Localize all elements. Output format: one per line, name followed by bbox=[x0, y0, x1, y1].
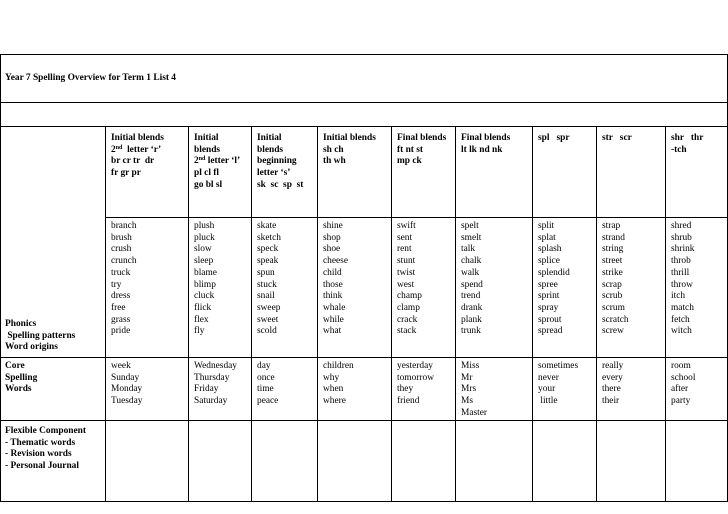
word-item: strap bbox=[602, 221, 621, 231]
word-item: grass bbox=[111, 314, 131, 325]
word-item: pride bbox=[111, 326, 131, 337]
word-item: strand bbox=[602, 232, 625, 243]
word-item: sprout bbox=[538, 314, 562, 325]
word-item: while bbox=[323, 314, 344, 325]
phonics-word-list bbox=[456, 218, 533, 358]
word-item: where bbox=[323, 396, 346, 407]
word-item: sprint bbox=[538, 291, 560, 302]
header-line bbox=[111, 145, 185, 157]
phonics-word-list bbox=[666, 218, 728, 358]
document-title: Year 7 Spelling Overview for Term 1 List 4 bbox=[1, 55, 728, 103]
header-line: Final blends bbox=[397, 133, 447, 143]
phonics-words-row bbox=[1, 218, 728, 358]
word-item: clamp bbox=[397, 302, 420, 313]
word-item: shop bbox=[323, 232, 341, 243]
word-item: throb bbox=[671, 256, 691, 267]
header-line: blends bbox=[257, 144, 284, 155]
blank-row bbox=[1, 103, 728, 127]
word-item: shrub bbox=[671, 232, 692, 243]
header-line: shr thr bbox=[671, 133, 704, 143]
header-line: mp ck bbox=[397, 156, 422, 167]
flexible-empty-cell bbox=[189, 421, 252, 502]
word-item: spread bbox=[538, 326, 563, 337]
word-item: west bbox=[397, 279, 415, 290]
word-item: Friday bbox=[194, 384, 219, 395]
phonics-word-list bbox=[252, 218, 318, 358]
word-item: match bbox=[671, 302, 694, 313]
header-line: str scr bbox=[602, 133, 632, 143]
core-row-label bbox=[1, 358, 106, 421]
word-item: throw bbox=[671, 279, 693, 290]
word-item: blame bbox=[194, 267, 217, 278]
word-item: week bbox=[111, 361, 131, 371]
word-item: time bbox=[257, 384, 274, 395]
flexible-empty-cell bbox=[252, 421, 318, 502]
word-item: day bbox=[257, 361, 271, 371]
word-item: rent bbox=[397, 244, 412, 255]
word-item: splash bbox=[538, 244, 562, 255]
phonics-word-list bbox=[392, 218, 456, 358]
core-word-list bbox=[189, 358, 252, 421]
core-word-list bbox=[318, 358, 392, 421]
word-item: shoe bbox=[323, 244, 341, 255]
word-item: stunt bbox=[397, 256, 416, 267]
title-row bbox=[1, 55, 728, 103]
header-cell-str-scr bbox=[597, 127, 666, 218]
core-word-list bbox=[106, 358, 189, 421]
word-item: scrap bbox=[602, 279, 622, 290]
word-item: split bbox=[538, 221, 555, 231]
word-item: strike bbox=[602, 267, 623, 278]
header-line: Final blends bbox=[461, 133, 511, 143]
phonics-word-list bbox=[106, 218, 189, 358]
word-item: what bbox=[323, 326, 342, 337]
word-item: Saturday bbox=[194, 396, 228, 407]
word-item: brush bbox=[111, 232, 132, 243]
row-label-line: Words bbox=[5, 384, 32, 395]
word-item: smelt bbox=[461, 232, 482, 243]
header-line: br cr tr dr bbox=[111, 156, 155, 167]
word-item: champ bbox=[397, 291, 422, 302]
row-label-line: Phonics bbox=[5, 318, 37, 329]
word-item: cheese bbox=[323, 256, 348, 267]
word-item: branch bbox=[111, 221, 137, 231]
header-line: sh ch bbox=[323, 144, 344, 155]
header-line: lt lk nd nk bbox=[461, 144, 503, 155]
word-item: Ms bbox=[461, 396, 473, 407]
word-item: once bbox=[257, 372, 275, 383]
word-item: think bbox=[323, 291, 343, 302]
word-item: Thursday bbox=[194, 372, 230, 383]
row-label-line: Word origins bbox=[5, 342, 58, 353]
word-item: speck bbox=[257, 244, 279, 255]
word-item: there bbox=[602, 384, 621, 395]
word-item: trunk bbox=[461, 326, 481, 337]
phonics-row-label bbox=[1, 127, 106, 358]
word-item: after bbox=[671, 384, 689, 395]
word-item: scrum bbox=[602, 302, 625, 313]
word-item: stuck bbox=[257, 279, 277, 290]
word-item: sometimes bbox=[538, 361, 579, 371]
word-item: skate bbox=[257, 221, 277, 231]
header-cell-final-blends-1 bbox=[392, 127, 456, 218]
header-line: Initial blends bbox=[111, 133, 164, 143]
header-line bbox=[194, 156, 248, 168]
word-item: fly bbox=[194, 326, 205, 337]
word-item: chalk bbox=[461, 256, 482, 267]
word-item: Miss bbox=[461, 361, 480, 371]
phonics-word-list bbox=[533, 218, 597, 358]
phonics-word-list bbox=[318, 218, 392, 358]
word-item: cluck bbox=[194, 291, 215, 302]
word-item: little bbox=[538, 396, 558, 407]
header-line: ft nt st bbox=[397, 144, 424, 155]
flexible-component-row bbox=[1, 421, 728, 502]
word-item: snail bbox=[257, 291, 275, 302]
row-label-line: Flexible Component bbox=[5, 426, 86, 436]
word-item: scrub bbox=[602, 291, 623, 302]
flexible-empty-cell bbox=[533, 421, 597, 502]
word-item: blimp bbox=[194, 279, 216, 290]
header-line: beginning bbox=[257, 156, 297, 167]
core-word-list bbox=[252, 358, 318, 421]
header-cell-shr-thr bbox=[666, 127, 728, 218]
row-label-line: Core bbox=[5, 361, 25, 371]
header-cell-s-blends bbox=[252, 127, 318, 218]
header-line: Initial bbox=[194, 133, 219, 143]
header-line: Initial blends bbox=[323, 133, 376, 143]
word-item: when bbox=[323, 384, 344, 395]
word-item: sleep bbox=[194, 256, 214, 267]
flexible-empty-cell bbox=[318, 421, 392, 502]
row-label-line: Spelling bbox=[5, 372, 38, 383]
core-word-list bbox=[456, 358, 533, 421]
flexible-row-label bbox=[1, 421, 106, 502]
word-item: trend bbox=[461, 291, 481, 302]
word-item: slow bbox=[194, 244, 212, 255]
header-line: fr gr pr bbox=[111, 168, 141, 179]
word-item: shrink bbox=[671, 244, 695, 255]
word-item: why bbox=[323, 372, 340, 383]
word-item: witch bbox=[671, 326, 692, 337]
word-item: truck bbox=[111, 267, 131, 278]
word-item: spree bbox=[538, 279, 558, 290]
word-item: twist bbox=[397, 267, 416, 278]
ordinal-suffix: nd bbox=[198, 156, 206, 163]
flexible-empty-cell bbox=[392, 421, 456, 502]
word-item: flex bbox=[194, 314, 209, 325]
word-item: itch bbox=[671, 291, 686, 302]
flexible-empty-cell bbox=[597, 421, 666, 502]
word-item: never bbox=[538, 372, 559, 383]
word-item: child bbox=[323, 267, 342, 278]
word-item: crunch bbox=[111, 256, 137, 267]
word-item: sweep bbox=[257, 302, 281, 313]
header-line: pl cl fl bbox=[194, 168, 219, 179]
word-item: friend bbox=[397, 396, 420, 407]
word-item: scratch bbox=[602, 314, 629, 325]
word-item: Mr bbox=[461, 372, 473, 383]
row-label-line: - Personal Journal bbox=[5, 461, 79, 472]
word-item: street bbox=[602, 256, 623, 267]
header-line: go bl sl bbox=[194, 179, 223, 190]
word-item: flick bbox=[194, 302, 212, 313]
word-item: crush bbox=[111, 244, 132, 255]
phonics-word-list bbox=[189, 218, 252, 358]
core-word-list bbox=[666, 358, 728, 421]
word-item: their bbox=[602, 396, 620, 407]
word-item: stack bbox=[397, 326, 417, 337]
word-item: whale bbox=[323, 302, 346, 313]
header-line: -tch bbox=[671, 144, 687, 155]
word-item: splat bbox=[538, 232, 556, 243]
word-item: Sunday bbox=[111, 372, 140, 383]
word-item: really bbox=[602, 361, 624, 371]
word-item: spray bbox=[538, 302, 559, 313]
core-word-list bbox=[392, 358, 456, 421]
word-item: pluck bbox=[194, 232, 215, 243]
word-item: children bbox=[323, 361, 354, 371]
ordinal-number: 2 bbox=[111, 144, 116, 155]
word-item: peace bbox=[257, 396, 279, 407]
spelling-overview-table bbox=[0, 54, 728, 502]
word-item: spun bbox=[257, 267, 275, 278]
word-item: splice bbox=[538, 256, 560, 267]
word-item: walk bbox=[461, 267, 480, 278]
word-item: Master bbox=[461, 407, 488, 418]
word-item: shine bbox=[323, 221, 343, 231]
header-line: th wh bbox=[323, 156, 346, 167]
word-item: screw bbox=[602, 326, 624, 337]
word-item: your bbox=[538, 384, 556, 395]
word-item: those bbox=[323, 279, 343, 290]
header-line: blends bbox=[194, 144, 221, 155]
word-item: yesterday bbox=[397, 361, 433, 371]
word-item: spend bbox=[461, 279, 483, 290]
word-item: party bbox=[671, 396, 691, 407]
header-cell-sh-ch-blends bbox=[318, 127, 392, 218]
word-item: speak bbox=[257, 256, 279, 267]
word-item: fetch bbox=[671, 314, 690, 325]
word-item: thrill bbox=[671, 267, 690, 278]
word-item: free bbox=[111, 302, 126, 313]
row-label-line: - Thematic words bbox=[5, 437, 76, 448]
header-cell-l-blends bbox=[189, 127, 252, 218]
flexible-empty-cell bbox=[456, 421, 533, 502]
row-label-line: - Revision words bbox=[5, 449, 72, 460]
flexible-empty-cell bbox=[106, 421, 189, 502]
word-item: plush bbox=[194, 221, 215, 231]
header-cell-r-blends bbox=[106, 127, 189, 218]
word-item: plank bbox=[461, 314, 482, 325]
word-item: swift bbox=[397, 221, 416, 231]
core-word-list bbox=[597, 358, 666, 421]
ordinal-number: 2 bbox=[194, 156, 199, 167]
word-item: Tuesday bbox=[111, 396, 143, 407]
word-item: sketch bbox=[257, 232, 281, 243]
word-item: drank bbox=[461, 302, 483, 313]
word-item: sweet bbox=[257, 314, 279, 325]
word-item: Monday bbox=[111, 384, 143, 395]
word-item: room bbox=[671, 361, 691, 371]
phonics-word-list bbox=[597, 218, 666, 358]
row-label-line: Spelling patterns bbox=[5, 330, 76, 341]
word-item: string bbox=[602, 244, 624, 255]
header-line: letter ‘s’ bbox=[257, 168, 291, 179]
word-item: every bbox=[602, 372, 623, 383]
word-item: try bbox=[111, 279, 122, 290]
word-item: tomorrow bbox=[397, 372, 434, 383]
core-words-row bbox=[1, 358, 728, 421]
word-item: shred bbox=[671, 221, 692, 231]
flexible-empty-cell bbox=[666, 421, 728, 502]
word-item: splendid bbox=[538, 267, 570, 278]
header-text: letter ‘r’ bbox=[122, 144, 162, 155]
header-line: Initial bbox=[257, 133, 282, 143]
word-item: talk bbox=[461, 244, 476, 255]
header-cell-final-blends-2 bbox=[456, 127, 533, 218]
word-item: Wednesday bbox=[194, 361, 237, 371]
word-item: Mrs bbox=[461, 384, 477, 395]
ordinal-suffix: nd bbox=[115, 144, 123, 151]
header-line: sk sc sp st bbox=[257, 179, 304, 190]
word-item: spelt bbox=[461, 221, 479, 231]
word-item: they bbox=[397, 384, 414, 395]
header-cell-spl-spr bbox=[533, 127, 597, 218]
word-item: sent bbox=[397, 232, 413, 243]
core-word-list bbox=[533, 358, 597, 421]
word-item: dress bbox=[111, 291, 131, 302]
header-line: spl spr bbox=[538, 133, 570, 143]
word-item: school bbox=[671, 372, 696, 383]
header-text: letter ‘l’ bbox=[205, 156, 241, 167]
blank-cell bbox=[1, 103, 728, 127]
word-item: scold bbox=[257, 326, 277, 337]
phonics-header-row bbox=[1, 127, 728, 218]
word-item: crack bbox=[397, 314, 418, 325]
